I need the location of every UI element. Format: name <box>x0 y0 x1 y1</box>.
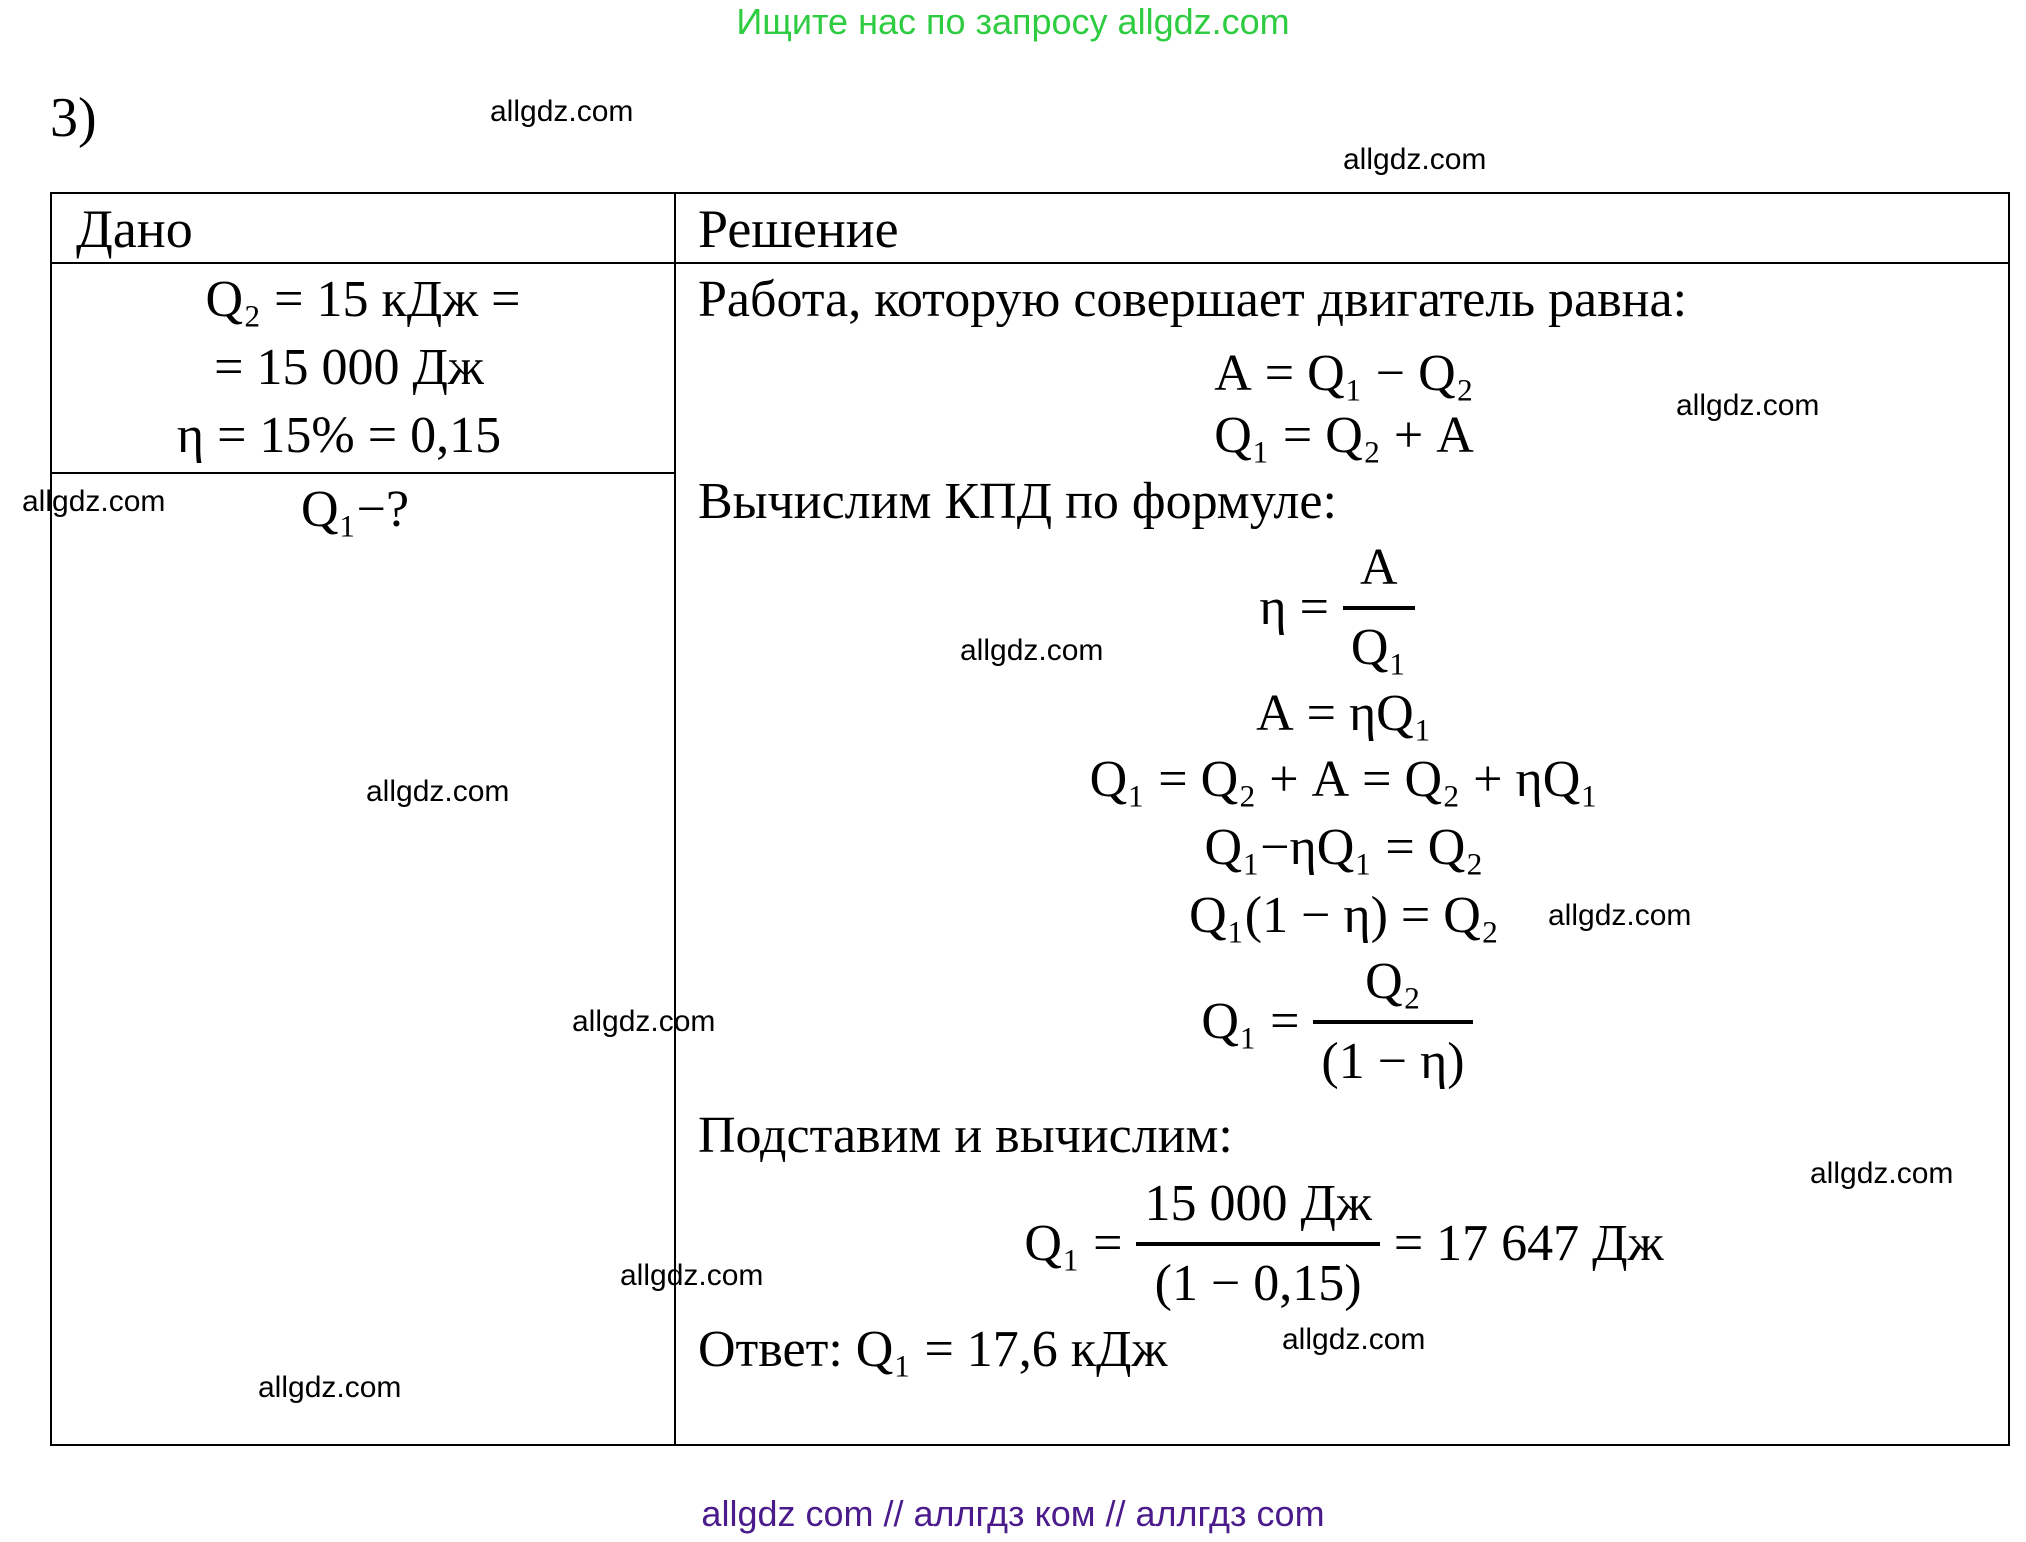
watermark: allgdz.com <box>22 485 166 518</box>
formula-work: А = Q₁ − Q₂ <box>1214 345 1474 402</box>
watermark: allgdz.com <box>1810 1157 1954 1190</box>
watermark: allgdz.com <box>620 1259 764 1292</box>
watermark: allgdz.com <box>1676 389 1820 422</box>
formula-q1-fraction <box>676 950 2012 1094</box>
given-line-q2: Q₂ = 15 кДж = <box>205 271 521 328</box>
fraction <box>1343 536 1415 680</box>
fraction-numerator: Q₂ <box>1365 953 1421 1010</box>
solution-text-efficiency: Вычислим КПД по формуле: <box>698 473 1337 530</box>
top-banner: Ищите нас по запросу allgdz.com <box>736 1 1290 42</box>
given-divider <box>52 472 674 474</box>
fraction <box>1313 950 1472 1094</box>
header-divider <box>52 262 2008 264</box>
formula-q1: Q₁ = Q₂ + А <box>1214 407 1474 464</box>
fraction <box>1136 1172 1379 1316</box>
watermark: allgdz.com <box>366 775 510 808</box>
watermark: allgdz.com <box>258 1371 402 1404</box>
solution-text-work: Работа, которую совершает двигатель равна: <box>698 271 1688 328</box>
formula-work-eta: А = ηQ₁ <box>1256 685 1432 742</box>
fraction-denominator: (1 − η) <box>1321 1033 1465 1090</box>
formula-factored: Q₁(1 − η) = Q₂ <box>1189 887 1499 944</box>
solution-text-calc: Подставим и вычислим: <box>698 1107 1233 1164</box>
watermark: allgdz.com <box>490 95 634 128</box>
watermark: allgdz.com <box>572 1005 716 1038</box>
fraction-denominator: Q₁ <box>1350 619 1407 676</box>
formula-efficiency <box>676 536 2012 680</box>
formula-rearranged: Q₁−ηQ₁ = Q₂ <box>1204 819 1484 876</box>
watermark: allgdz.com <box>1548 899 1692 932</box>
watermark: allgdz.com <box>960 634 1104 667</box>
formula-calculation-result: = 17 647 Дж <box>1393 1215 1664 1272</box>
given-header: Дано <box>76 199 193 259</box>
formula-substitution: Q₁ = Q₂ + А = Q₂ + ηQ₁ <box>1089 751 1599 808</box>
formula-calculation-left: Q₁ = <box>1024 1215 1123 1272</box>
solution-header: Решение <box>698 199 899 259</box>
bottom-banner: allgdz com // аллгдз ком // аллгдз com <box>701 1493 1325 1534</box>
solution-table <box>50 192 2010 1446</box>
fraction-numerator: 15 000 Дж <box>1144 1175 1372 1232</box>
given-line-q2-joules: = 15 000 Дж <box>214 339 484 396</box>
problem-number: 3) <box>50 87 97 149</box>
fraction-numerator: А <box>1359 539 1398 596</box>
given-find: Q₁−? <box>300 481 410 538</box>
watermark: allgdz.com <box>1282 1323 1426 1356</box>
given-line-efficiency: η = 15% = 0,15 <box>176 407 502 464</box>
formula-efficiency-left: η = <box>1259 579 1329 636</box>
fraction-denominator: (1 − 0,15) <box>1154 1255 1362 1312</box>
formula-calculation <box>676 1172 2012 1316</box>
answer-line: Ответ: Q₁ = 17,6 кДж <box>698 1321 1168 1378</box>
watermark: allgdz.com <box>1343 143 1487 176</box>
formula-q1-left: Q₁ = <box>1201 993 1300 1050</box>
